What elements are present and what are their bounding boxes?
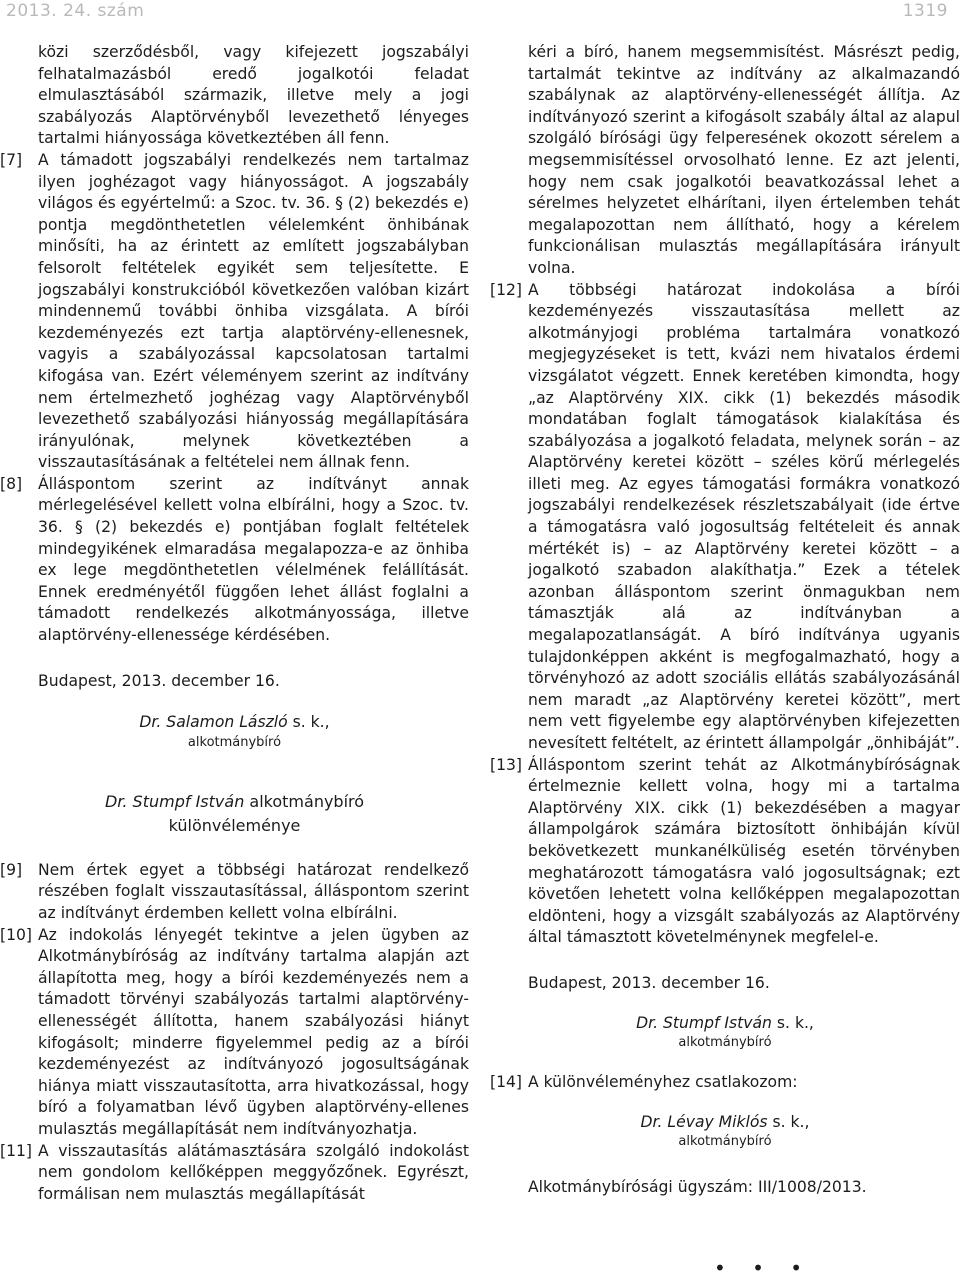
signer-name: Dr. Salamon László (139, 713, 288, 732)
paragraph-text: Nem értek egyet a többségi határozat rendelkező részében foglalt visszautasítással, álláspontom szerint az indítványt érdemben kellett volna elbírálni. (38, 860, 469, 922)
paragraph-number: [11] (0, 1141, 33, 1160)
signer-role: alkotmánybíró (678, 1035, 772, 1051)
signer-suffix: s. k., (776, 1013, 814, 1032)
issue-label: 2013. 24. szám (6, 1, 145, 21)
paragraph-text: Álláspontom szerint tehát az Alkotmánybíróságnak értelmeznie kellett volna, hogy mi a tartalma Alaptörvény XIX. cikk (1) bekezdésében a magyar állampolgárok számára biztosított önhibáján kívül bekövetkezett munkanélküliség esetén törvényben meghatározott támogatásra való jogosultságnak; ezt követően lehetett volna kellőképpen megalapozottan eldönteni, hogy a vizsgált szabályozás az Alaptörvény által támasztott követelménynek megfelel-e. (528, 755, 960, 947)
end-mark: • • • (714, 1256, 813, 1280)
paragraph-12 (490, 280, 960, 755)
paragraph-number: [12] (490, 280, 523, 299)
paragraph-text: A visszautasítás alátámasztására szolgáló indokolást nem gondolom kellőképpen meggyőzőnek. Egyrészt, formálisan nem mulasztás megállapítását (38, 1141, 469, 1203)
paragraph-text: Az indokolás lényegét tekintve a jelen ügyben az Alkotmánybíróság az indítvány tartalma alapján azt állapította meg, hogy a bírói kezdeményezés nem a támadott törvényi szabályozás tartalmi alaptörvény-ellenességét állította, hanem szabályozási hiányt kifogásolt; minderre figyelemmel pedig az a bírói kezdeményezést az indítványozó jogosultságának hiánya miatt visszautasította, arra hivatkozással, hogy bíró a folyamatban lévő ügyben alaptörvény-ellenes mulasztás megállapítását nem indítványozhatja. (38, 925, 469, 1138)
intro-paragraph: közi szerződésből, vagy kifejezett jogszabályi felhatalmazásból eredő jogalkotói feladat elmulasztásából származik, illetve mely a jogi szabályozás Alaptörvényből levezethető lényeges tartalmi hiányossága következtében áll fenn. (38, 43, 469, 148)
left-column (0, 42, 469, 1205)
paragraph-text: A támadott jogszabályi rendelkezés nem tartalmaz ilyen joghézagot vagy hiányosságot. A jogszabály világos és egyértelmű: a Szoc. tv. 36. § (2) bekezdés e) pontja megdönthetetlen vélelemként önhibának minősíti, ha az érintett az említett jogszabályban felsorolt feltételek egyikét sem teljesítette. E jogszabályi konstrukcióból következően valóban kizárt mindennemű további önhiba vizsgálata. A bírói kezdeményezés ezt tartja alaptörvény-ellenesnek, vagyis a szabályozással kapcsolatosan tartalmi kifogása van. Ezért véleményem szerint az indítvány nem értelmezhető joghézag vagy Alaptörvényből levezethető szabályozási hiányosság megállapítására irányulónak, melynek következtében a visszautasításának a feltételei nem állnak fenn. (38, 150, 469, 472)
dissent-title: különvéleménye (168, 815, 301, 835)
paragraph-8 (0, 474, 469, 647)
signer-suffix: s. k., (292, 713, 330, 732)
paragraph-10 (0, 925, 469, 1141)
paragraph-text: A többségi határozat indokolása a bírói kezdeményezés visszautasítása mellett az alkotmányjogi probléma tartalmára vonatkozó megjegyzéseket is tett, kvázi nem hivatalos érdemi vizsgálatot végzett. Ennek keretében kimondta, hogy „az Alaptörvény XIX. cikk (1) bekezdés második mondatában foglalt támogatások kialakítása és szabályozása a jogalkotó feladata, melynek során – az Alaptörvény keretei között – széles körű mérlegelés illeti meg. Az egyes támogatási formákra vonatkozó jogszabályi rendelkezések részletszabályait (ide értve a támogatásra való jogosultság feltételeit és annak mértékét is) – az Alaptörvény keretei között – a jogalkotó szabadon alakíthatja.” Ezek a tételek azonban álláspontom szerint önmagukban nem támasztják alá az indítványban a megalapozatlanságát. A bíró indítványa ugyanis tulajdonképpen akként is megfogalmazható, hogy a törvényhozó az adott szociális ellátás szabályozásánál nem maradt „az Alaptörvény keretei között”, mert nem vett figyelembe egy alaptörvényben kifejezetten nevesített feltételt, az érintett állampolgár „önhibáját”. (528, 280, 960, 752)
signer-name: Dr. Lévay Miklós (640, 1112, 768, 1131)
signer-suffix: s. k., (772, 1112, 810, 1131)
paragraph-number: [8] (0, 474, 23, 493)
dissent-author (0, 790, 469, 814)
intro-paragraph: kéri a bíró, hanem megsemmisítést. Másrészt pedig, tartalmát tekintve az indítvány az alkalmazandó szabálynak az alaptörvény-ellenességét állítja. Az indítványozó szerint a kifogásolt szabály által az alapul szolgáló bírósági ügy felperesének okozott sérelem a megsemmisítéssel orvosolható lenne. Ez azt jelenti, hogy nem csak jogalkotói beavatkozással lehet a sérelmes helyzetet elhárítani, ilyen értelemben tehát megalapozottan nem állítható, hogy a kérelem funkcionálisan mulasztás megállapítására irányult volna. (528, 43, 960, 277)
case-number: Alkotmánybírósági ügyszám: III/1008/2013. (528, 1178, 867, 1197)
dissent-author-name: Dr. Stumpf István (104, 791, 245, 811)
paragraph-11 (0, 1141, 469, 1206)
signature-levay (490, 1112, 960, 1134)
paragraph-number: [13] (490, 755, 523, 774)
paragraph-13 (490, 755, 960, 949)
paragraph-9 (0, 860, 469, 925)
page-number: 1319 (902, 1, 948, 21)
paragraph-number: [9] (0, 860, 23, 879)
paragraph-text: A különvéleményhez csatlakozom: (528, 1073, 798, 1092)
date-line: Budapest, 2013. december 16. (528, 973, 770, 992)
paragraph-text: Álláspontom szerint az indítványt annak mérlegelésével kellett volna elbírálni, hogy a Szoc. tv. 36. § (2) bekezdés e) pontjában foglalt feltételek mindegyikének elmaradása megalapozza-e az önhiba ex lege megdönthetetlen vélelmének felállítását. Ennek eredményétől függően lehet állást foglalni a támadott rendelkezés alkotmányossága, illetve alaptörvény-ellenessége kérdésében. (38, 474, 469, 645)
paragraph-number: [10] (0, 925, 33, 944)
right-column (490, 42, 960, 1199)
paragraph-number: [7] (0, 150, 23, 169)
signer-role: alkotmánybíró (678, 1134, 772, 1150)
signature-stumpf (490, 1013, 960, 1035)
signature-salamon (0, 712, 469, 734)
page-header (0, 0, 960, 24)
paragraph-14 (490, 1072, 960, 1094)
date-line: Budapest, 2013. december 16. (38, 671, 280, 690)
signer-role: alkotmánybíró (187, 734, 282, 750)
paragraph-7 (0, 150, 469, 474)
signer-name: Dr. Stumpf István (636, 1013, 772, 1032)
dissent-author-role: alkotmánybíró (249, 791, 365, 811)
paragraph-number: [14] (490, 1073, 523, 1092)
